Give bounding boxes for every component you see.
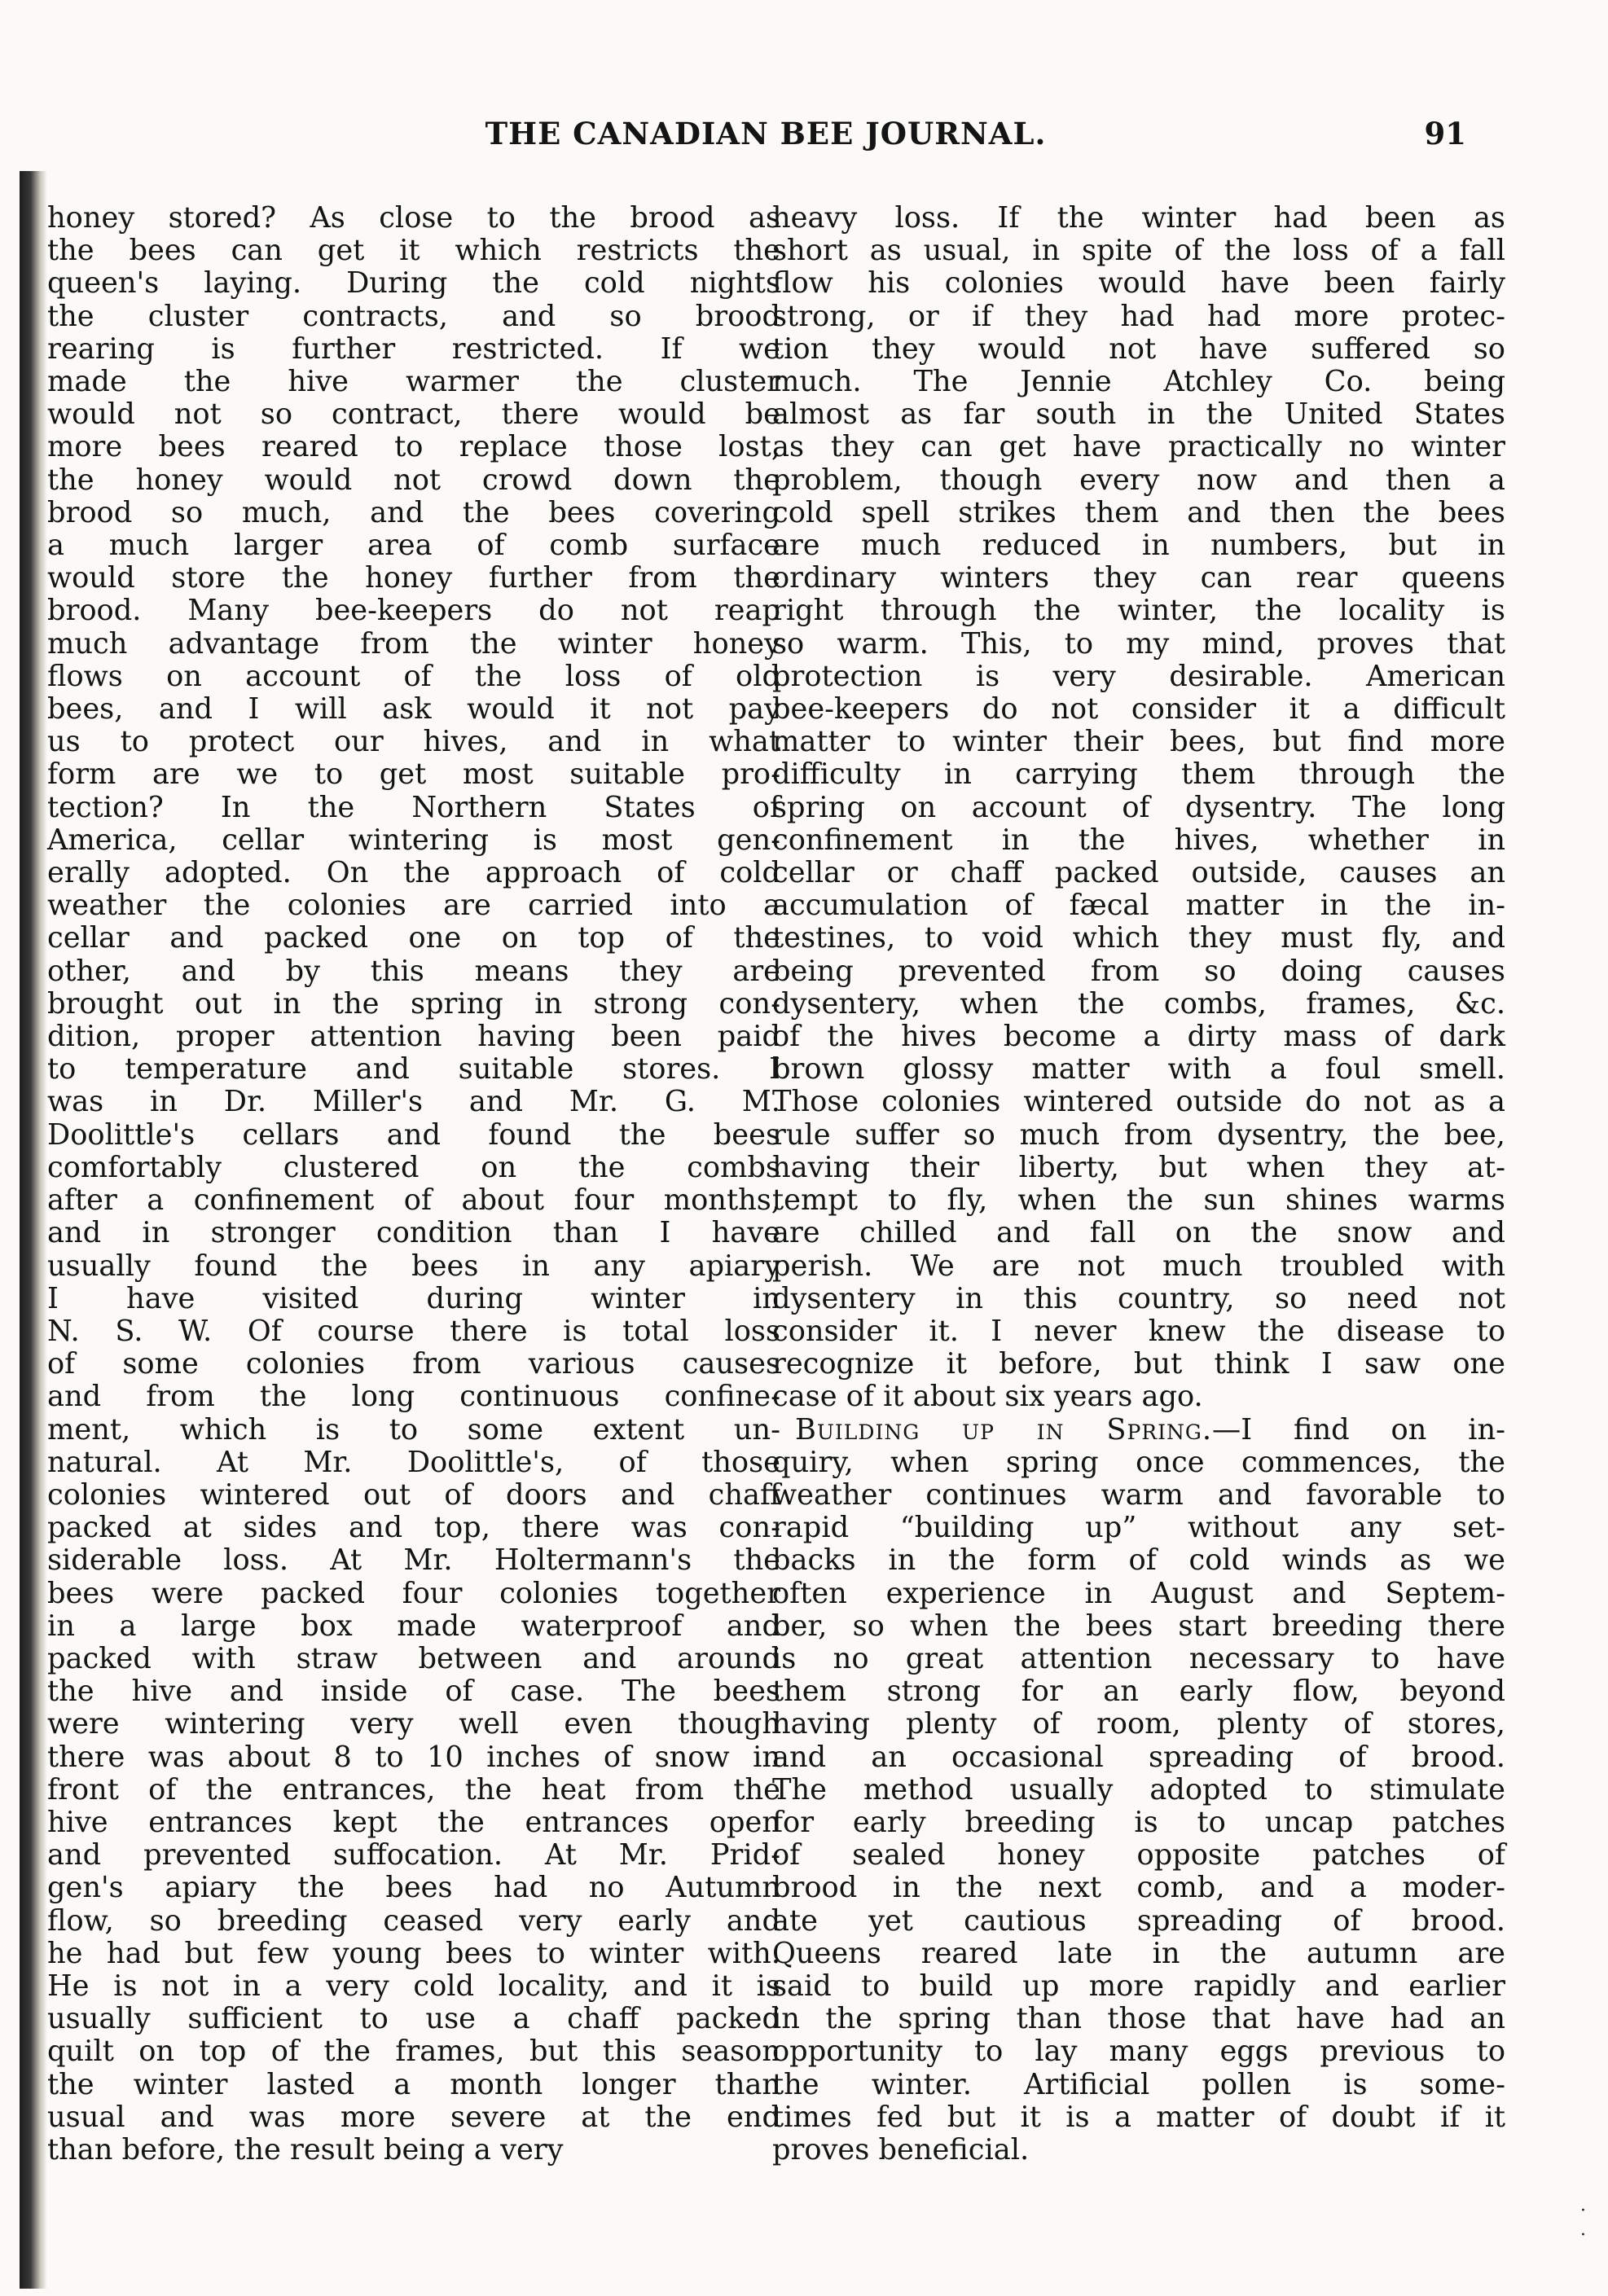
text-line: erally adopted. On the approach of cold	[47, 856, 780, 890]
text-line: brood so much, and the bees covering	[47, 495, 780, 529]
text-line: colonies wintered out of doors and chaff	[47, 1477, 780, 1512]
text-line: tection? In the Northern States of	[47, 790, 780, 824]
text-line: tempt to fly, when the sun shines warms	[772, 1183, 1505, 1218]
text-line: was in Dr. Miller's and Mr. G. M.	[47, 1085, 780, 1119]
text-line: The method usually adopted to stimulate	[772, 1772, 1505, 1807]
text-line: dysentery, when the combs, frames, &c.	[772, 986, 1505, 1021]
text-line: case of it about six years ago.	[772, 1380, 1203, 1414]
text-line: packed with straw between and around	[47, 1641, 780, 1675]
text-line: Those colonies wintered outside do not as a	[772, 1085, 1505, 1119]
text-line: other, and by this means they are	[47, 954, 780, 988]
text-line: bee-keepers do not consider it a difficult	[772, 692, 1505, 727]
text-line: and an occasional spreading of brood.	[772, 1740, 1505, 1774]
text-line: accumulation of fæcal matter in the in-	[772, 889, 1505, 923]
text-line: strong, or if they had had more protec-	[772, 299, 1505, 333]
text-line: he had but few young bees to winter with.	[47, 1936, 780, 1970]
text-line: flow, so breeding ceased very early and	[47, 1903, 780, 1938]
text-line: ordinary winters they can rear queens	[772, 561, 1505, 595]
text-line: backs in the form of cold winds as we	[772, 1543, 1505, 1578]
text-line: flow his colonies would have been fairly	[772, 266, 1505, 301]
page-number: 91	[1424, 116, 1466, 151]
text-line: brood in the next comb, and a moder-	[772, 1871, 1505, 1905]
text-line: after a confinement of about four months,	[47, 1183, 780, 1218]
text-line: problem, though every now and then a	[772, 463, 1505, 497]
text-line: America, cellar wintering is most gen-	[47, 823, 780, 857]
text-line: brown glossy matter with a foul smell.	[772, 1052, 1505, 1087]
text-line: being prevented from so doing causes	[772, 954, 1505, 988]
text-line: opportunity to lay many eggs previous to	[772, 2035, 1505, 2069]
text-line: would store the honey further from the	[47, 561, 780, 595]
text-line: cellar or chaff packed outside, causes an	[772, 856, 1505, 890]
text-line: Queens reared late in the autumn are	[772, 1936, 1505, 1970]
text-line: proves beneficial.	[772, 2132, 1030, 2166]
text-line: the winter lasted a month longer than	[47, 2067, 780, 2101]
text-line: recognize it before, but think I saw one	[772, 1347, 1505, 1381]
text-line: weather continues warm and favorable to	[772, 1477, 1505, 1512]
text-line: in a large box made waterproof and	[47, 1609, 780, 1643]
text-line: ment, which is to some extent un-	[47, 1412, 780, 1447]
text-line: flows on account of the loss of old	[47, 659, 780, 693]
text-line: of some colonies from various causes	[47, 1347, 780, 1381]
margin-specks: · ·	[1580, 2201, 1586, 2246]
text-line: the hive and inside of case. The bees	[47, 1675, 780, 1709]
text-line: honey stored? As close to the brood as	[47, 201, 780, 235]
text-line: so warm. This, to my mind, proves that	[772, 626, 1505, 661]
text-line: a much larger area of comb surface	[47, 529, 780, 563]
text-line: were wintering very well even though	[47, 1707, 780, 1741]
text-line: having their liberty, but when they at-	[772, 1150, 1505, 1184]
text-line: difficulty in carrying them through the	[772, 757, 1505, 792]
text-line: us to protect our hives, and in what	[47, 725, 780, 759]
text-line: dysentery in this country, so need not	[772, 1281, 1505, 1315]
page-header	[57, 116, 1474, 161]
text-line: He is not in a very cold locality, and it is	[47, 1969, 780, 2003]
text-line: as they can get have practically no winter	[772, 430, 1505, 464]
text-line: tion they would not have suffered so	[772, 331, 1505, 366]
text-line: often experience in August and Septem-	[772, 1576, 1505, 1610]
text-line: Doolittle's cellars and found the bees	[47, 1117, 780, 1152]
text-line: comfortably clustered on the combs	[47, 1150, 780, 1184]
text-line: rule suffer so much from dysentry, the bee,	[772, 1117, 1505, 1152]
text-line: almost as far south in the United States	[772, 397, 1505, 432]
text-line: the honey would not crowd down the	[47, 463, 780, 497]
text-line: to temperature and suitable stores. I	[47, 1052, 780, 1087]
text-line: times fed but it is a matter of doubt if it	[772, 2100, 1505, 2134]
right-column	[772, 202, 1505, 2166]
text-line: would not so contract, there would be	[47, 397, 780, 432]
text-line: quiry, when spring once commences, the	[772, 1445, 1505, 1479]
text-line: said to build up more rapidly and earlier	[772, 1969, 1505, 2003]
text-line: them strong for an early flow, beyond	[772, 1675, 1505, 1709]
left-column	[47, 202, 780, 2166]
text-line: rearing is further restricted. If we	[47, 331, 780, 366]
binding-edge-shadow	[20, 171, 47, 2289]
text-line: queen's laying. During the cold nights	[47, 266, 780, 301]
text-line: brought out in the spring in strong con-	[47, 986, 780, 1021]
text-line: than before, the result being a very	[47, 2132, 564, 2166]
text-line: of the hives become a dirty mass of dark	[772, 1020, 1505, 1054]
text-line: usually found the bees in any apiary	[47, 1249, 780, 1283]
text-line: N. S. W. Of course there is total loss	[47, 1314, 780, 1348]
text-line: protection is very desirable. American	[772, 659, 1505, 693]
text-line: usually sufficient to use a chaff packed	[47, 2002, 780, 2036]
text-line: siderable loss. At Mr. Holtermann's the	[47, 1543, 780, 1578]
text-line: cellar and packed one on top of the	[47, 921, 780, 955]
text-line: perish. We are not much troubled with	[772, 1249, 1505, 1283]
text-line: and from the long continuous confine-	[47, 1380, 780, 1414]
text-line: in the spring than those that have had an	[772, 2002, 1505, 2036]
text-line: are much reduced in numbers, but in	[772, 529, 1505, 563]
text-line: bees were packed four colonies together	[47, 1576, 780, 1610]
text-line: more bees reared to replace those lost,	[47, 430, 780, 464]
text-line: the winter. Artificial pollen is some-	[772, 2067, 1505, 2101]
text-line: much. The Jennie Atchley Co. being	[772, 365, 1505, 399]
text-line: natural. At Mr. Doolittle's, of those	[47, 1445, 780, 1479]
running-title: THE CANADIAN BEE JOURNAL.	[485, 116, 1047, 151]
text-line: rapid “building up” without any set-	[772, 1511, 1505, 1545]
text-line	[772, 1414, 1505, 1447]
text-line: confinement in the hives, whether in	[772, 823, 1505, 857]
text-line: and prevented suffocation. At Mr. Prid-	[47, 1838, 780, 1872]
text-line: heavy loss. If the winter had been as	[772, 201, 1505, 235]
right-paragraph-building-up	[772, 1414, 1505, 2167]
text-line: short as usual, in spite of the loss of a fall	[772, 234, 1505, 268]
text-line-rest: —I find on in-	[1212, 1412, 1505, 1447]
text-line: quilt on top of the frames, but this season	[47, 2035, 780, 2069]
text-line: matter to winter their bees, but find more	[772, 725, 1505, 759]
text-line: for early breeding is to uncap patches	[772, 1805, 1505, 1839]
text-line: the bees can get it which restricts the	[47, 234, 780, 268]
text-line: cold spell strikes them and then the bees	[772, 495, 1505, 529]
text-line: spring on account of dysentry. The long	[772, 790, 1505, 824]
text-line: and in stronger condition than I have	[47, 1216, 780, 1250]
section-heading: Building up in Spring.	[795, 1412, 1213, 1447]
text-line: I have visited during winter in	[47, 1281, 780, 1315]
text-line: usual and was more severe at the end	[47, 2100, 780, 2134]
text-line: brood. Many bee-keepers do not reap	[47, 594, 780, 628]
text-line: dition, proper attention having been paid	[47, 1020, 780, 1054]
text-line: hive entrances kept the entrances open	[47, 1805, 780, 1839]
text-line: of sealed honey opposite patches of	[772, 1838, 1505, 1872]
text-line: bees, and I will ask would it not pay	[47, 692, 780, 727]
text-line: much advantage from the winter honey	[47, 626, 780, 661]
text-line: there was about 8 to 10 inches of snow in	[47, 1740, 780, 1774]
text-line: gen's apiary the bees had no Autumn	[47, 1871, 780, 1905]
text-line: weather the colonies are carried into a	[47, 889, 780, 923]
text-line: testines, to void which they must fly, and	[772, 921, 1505, 955]
text-line: consider it. I never knew the disease to	[772, 1314, 1505, 1348]
text-line: made the hive warmer the cluster	[47, 365, 780, 399]
text-line: front of the entrances, the heat from the	[47, 1772, 780, 1807]
text-line: the cluster contracts, and so brood	[47, 299, 780, 333]
text-line: is no great attention necessary to have	[772, 1641, 1505, 1675]
text-line: ber, so when the bees start breeding there	[772, 1609, 1505, 1643]
text-line: having plenty of room, plenty of stores,	[772, 1707, 1505, 1741]
text-line: ate yet cautious spreading of brood.	[772, 1903, 1505, 1938]
text-line: form are we to get most suitable pro-	[47, 757, 780, 792]
right-paragraph-wintering	[772, 202, 1505, 1414]
text-line: packed at sides and top, there was con-	[47, 1511, 780, 1545]
text-line: are chilled and fall on the snow and	[772, 1216, 1505, 1250]
text-line: right through the winter, the locality is	[772, 594, 1505, 628]
